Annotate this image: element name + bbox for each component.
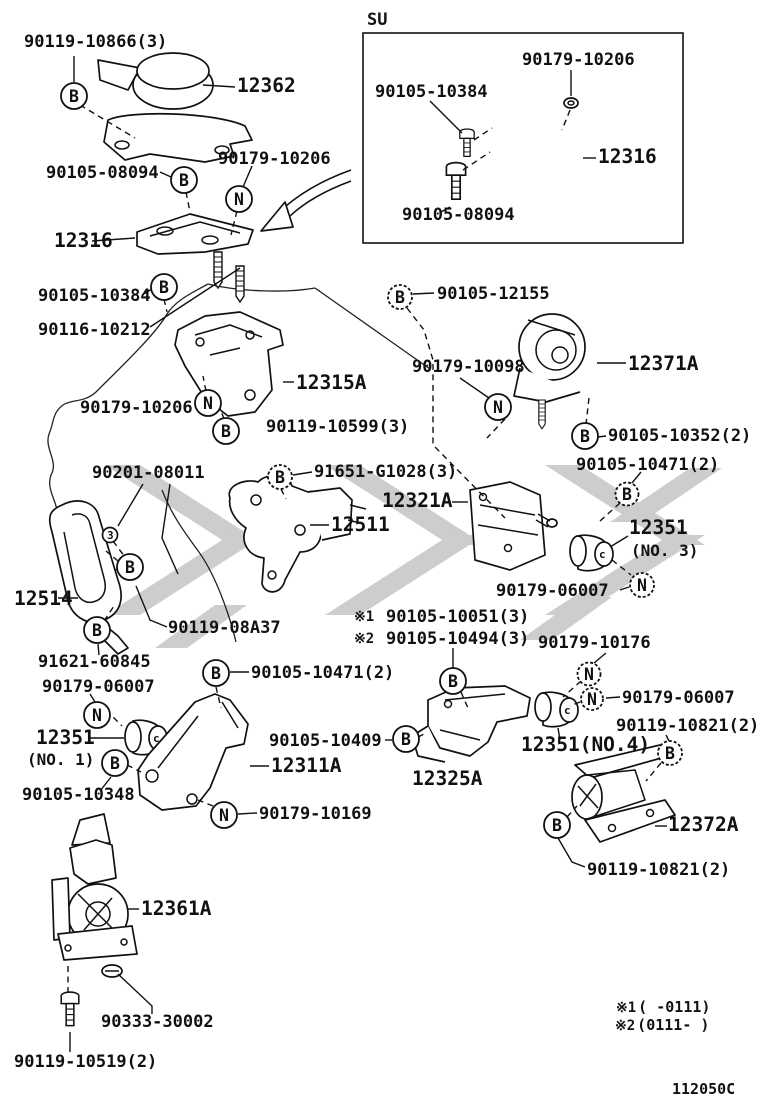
nut-marker-letter: N bbox=[219, 806, 229, 825]
part-drawing-12316 bbox=[137, 214, 253, 254]
label-90179-10206-2: 90179-10206 bbox=[80, 398, 193, 418]
footnote2-range: (0111- ) bbox=[637, 1016, 710, 1034]
dashed-leader-line bbox=[562, 110, 570, 130]
bolt-marker-letter: B bbox=[665, 744, 675, 763]
bolt-glyph bbox=[61, 992, 79, 1026]
leader-line bbox=[238, 813, 257, 814]
label-90179-10098: 90179-10098 bbox=[412, 357, 525, 377]
nut-marker-letter: N bbox=[234, 190, 244, 209]
bolt-marker-letter: B bbox=[580, 427, 590, 446]
label-12351-no1: 12351 bbox=[36, 726, 95, 749]
label-12361a: 12361A bbox=[141, 897, 212, 920]
footnote-2 bbox=[615, 1016, 709, 1034]
label-12325a: 12325A bbox=[412, 767, 483, 790]
ring-part-3 bbox=[103, 528, 118, 543]
footnote-1 bbox=[616, 998, 710, 1016]
dashed-leader-line bbox=[198, 800, 213, 806]
label-12321a: 12321A bbox=[382, 489, 453, 512]
leader-line bbox=[610, 536, 628, 547]
leader-line bbox=[606, 697, 620, 698]
bolt-marker-letter: B bbox=[69, 87, 79, 106]
bolt-marker-letter: B bbox=[221, 422, 231, 441]
inset-label-90179-10206: 90179-10206 bbox=[522, 50, 635, 70]
label-90105-10409: 90105-10409 bbox=[269, 731, 382, 751]
bolt-marker bbox=[151, 274, 177, 300]
part-drawing-12362 bbox=[98, 53, 252, 162]
bolt-marker-letter: B bbox=[211, 664, 221, 683]
nut-marker bbox=[485, 394, 511, 420]
bolt-marker bbox=[393, 726, 419, 752]
label-90333-30002: 90333-30002 bbox=[101, 1012, 214, 1032]
leader-line bbox=[594, 653, 606, 663]
leader-line bbox=[598, 436, 606, 437]
bolt-marker bbox=[572, 423, 598, 449]
cylinder-mark: c bbox=[599, 548, 606, 561]
bolt-glyph bbox=[446, 163, 465, 200]
label-12371a: 12371A bbox=[628, 352, 699, 375]
label-90179-06007-left: 90179-06007 bbox=[42, 677, 155, 697]
bolt-marker bbox=[117, 554, 143, 580]
bolt-marker bbox=[658, 741, 682, 765]
label-90105-08094: 90105-08094 bbox=[46, 163, 159, 183]
leader-line bbox=[243, 166, 252, 187]
bolt-marker-letter: B bbox=[395, 288, 405, 307]
label-90105-10352: 90105-10352(2) bbox=[608, 426, 752, 446]
label-91621-60845: 91621-60845 bbox=[38, 652, 151, 672]
bolt-marker bbox=[440, 668, 466, 694]
nut-marker bbox=[581, 688, 603, 710]
label-90179-10169: 90179-10169 bbox=[259, 804, 372, 824]
bolt-marker bbox=[61, 83, 87, 109]
note1-mark: ※1 bbox=[354, 609, 375, 625]
label-90105-10348: 90105-10348 bbox=[22, 785, 135, 805]
label-12315a: 12315A bbox=[296, 371, 367, 394]
bolt-marker-letter: B bbox=[552, 816, 562, 835]
dashed-leader-line bbox=[474, 128, 492, 140]
part-drawing-12311a bbox=[138, 694, 248, 810]
label-90119-10866: 90119-10866(3) bbox=[24, 32, 168, 52]
leader-line bbox=[118, 974, 152, 1014]
label-90105-10384: 90105-10384 bbox=[38, 286, 151, 306]
bolt-marker bbox=[203, 660, 229, 686]
bolt-marker-letter: B bbox=[159, 278, 169, 297]
label-90105-10471-2: 90105-10471(2) bbox=[251, 663, 395, 683]
label-90179-10176: 90179-10176 bbox=[538, 633, 651, 653]
nut-marker-letter: N bbox=[92, 706, 102, 725]
label-12511: 12511 bbox=[331, 513, 390, 536]
label-90116-10212: 90116-10212 bbox=[38, 320, 151, 340]
part-drawing-12351-no3 bbox=[570, 535, 613, 570]
label-90179-10206: 90179-10206 bbox=[218, 149, 331, 169]
label-90105-10471: 90105-10471(2) bbox=[576, 455, 720, 475]
inset-label-90105-10384: 90105-10384 bbox=[375, 82, 488, 102]
bolt-marker bbox=[102, 750, 128, 776]
label-90179-06007-right: 90179-06007 bbox=[622, 688, 735, 708]
label-90105-10051: 90105-10051(3) bbox=[386, 607, 530, 627]
leader-line bbox=[293, 472, 312, 475]
nut-marker bbox=[226, 186, 252, 212]
stud-bolt bbox=[236, 266, 244, 302]
bolt-marker bbox=[388, 285, 412, 309]
bolt-marker-letter: B bbox=[110, 754, 120, 773]
bolt-marker bbox=[544, 812, 570, 838]
drawing-code: 112050C bbox=[672, 1080, 736, 1098]
label-91651-g1028: 91651-G1028(3) bbox=[314, 462, 458, 482]
label-90119-10519: 90119-10519(2) bbox=[14, 1052, 158, 1072]
bolt-marker-letter: B bbox=[179, 171, 189, 190]
label-90105-10494: 90105-10494(3) bbox=[386, 629, 530, 649]
leader-line bbox=[118, 484, 143, 526]
bolt-marker-letter: B bbox=[448, 672, 458, 691]
nut-marker bbox=[211, 802, 237, 828]
inset-tag: SU bbox=[367, 10, 388, 30]
label-12372a: 12372A bbox=[668, 813, 739, 836]
bolt-marker-letter: B bbox=[92, 621, 102, 640]
nut-marker-letter: N bbox=[587, 690, 597, 709]
bolt-marker-letter: B bbox=[622, 485, 632, 504]
dashed-leader-line bbox=[646, 763, 661, 781]
ring-part-number: 3 bbox=[107, 529, 114, 542]
dashed-leader-line bbox=[164, 299, 167, 312]
nut-glyph bbox=[564, 98, 578, 108]
leader-line bbox=[160, 172, 171, 177]
part-drawing-12361a bbox=[52, 814, 137, 960]
nut-marker-letter: N bbox=[203, 394, 213, 413]
label-90105-12155: 90105-12155 bbox=[437, 284, 550, 304]
bolt-marker-letter: B bbox=[275, 468, 285, 487]
part-drawing-12371a bbox=[514, 314, 585, 402]
dashed-leader-line bbox=[186, 192, 190, 212]
dashed-leader-line bbox=[586, 398, 589, 424]
label-no3: (NO. 3) bbox=[631, 541, 699, 560]
stud-bolt bbox=[539, 400, 545, 429]
leader-line bbox=[558, 838, 585, 867]
note2-mark: ※2 bbox=[354, 631, 375, 647]
footnote1-range: ( -0111) bbox=[638, 998, 711, 1016]
dashed-leader-line bbox=[563, 681, 581, 697]
inset-label-90105-08094: 90105-08094 bbox=[402, 205, 515, 225]
cylinder-mark: c bbox=[153, 732, 160, 745]
bolt-glyph bbox=[460, 129, 474, 156]
nut-marker bbox=[578, 663, 601, 686]
bolt-marker-letter: B bbox=[125, 558, 135, 577]
label-12514: 12514 bbox=[14, 587, 73, 610]
bolt-marker bbox=[616, 483, 639, 506]
nut-marker bbox=[630, 573, 654, 597]
nut-marker bbox=[195, 390, 221, 416]
leader-line bbox=[460, 378, 489, 398]
direction-arrow bbox=[261, 170, 351, 231]
part-drawing-12351-no4 bbox=[535, 692, 578, 726]
footnote1-mark: ※1 bbox=[616, 1000, 637, 1016]
dashed-leader-line bbox=[113, 541, 125, 557]
label-12351-no3: 12351 bbox=[629, 516, 688, 539]
nut-marker-letter: N bbox=[637, 576, 647, 595]
label-12362: 12362 bbox=[237, 74, 296, 97]
label-90179-06007-no3: 90179-06007 bbox=[496, 581, 609, 601]
cylinder-mark: c bbox=[564, 704, 571, 717]
label-no1: (NO. 1) bbox=[27, 750, 95, 769]
label-90201-08011: 90201-08011 bbox=[92, 463, 205, 483]
leader-line bbox=[413, 293, 434, 294]
label-90119-10821-bottom: 90119-10821(2) bbox=[587, 860, 731, 880]
bolt-marker-letter: B bbox=[401, 730, 411, 749]
label-12311a: 12311A bbox=[271, 754, 342, 777]
bolt-marker bbox=[171, 167, 197, 193]
label-90119-08a37: 90119-08A37 bbox=[168, 618, 281, 638]
label-12316: 12316 bbox=[54, 229, 113, 252]
bolt-marker bbox=[268, 465, 292, 489]
label-12351-no4: 12351(NO.4) bbox=[521, 733, 651, 756]
nut-marker-letter: N bbox=[493, 398, 503, 417]
bolt-marker bbox=[84, 617, 110, 643]
label-90119-10599: 90119-10599(3) bbox=[266, 417, 410, 437]
engine-outline-segment bbox=[208, 284, 315, 291]
footnote2-mark: ※2 bbox=[615, 1018, 636, 1034]
nut-marker-letter: N bbox=[584, 665, 594, 684]
inset-label-12316: 12316 bbox=[598, 145, 657, 168]
label-90119-10821-top: 90119-10821(2) bbox=[616, 716, 760, 736]
bolt-marker bbox=[213, 418, 239, 444]
dashed-leader-line bbox=[487, 419, 505, 438]
part-drawing-12325a bbox=[412, 686, 530, 762]
leader-line bbox=[430, 101, 462, 133]
nut-marker bbox=[84, 702, 110, 728]
